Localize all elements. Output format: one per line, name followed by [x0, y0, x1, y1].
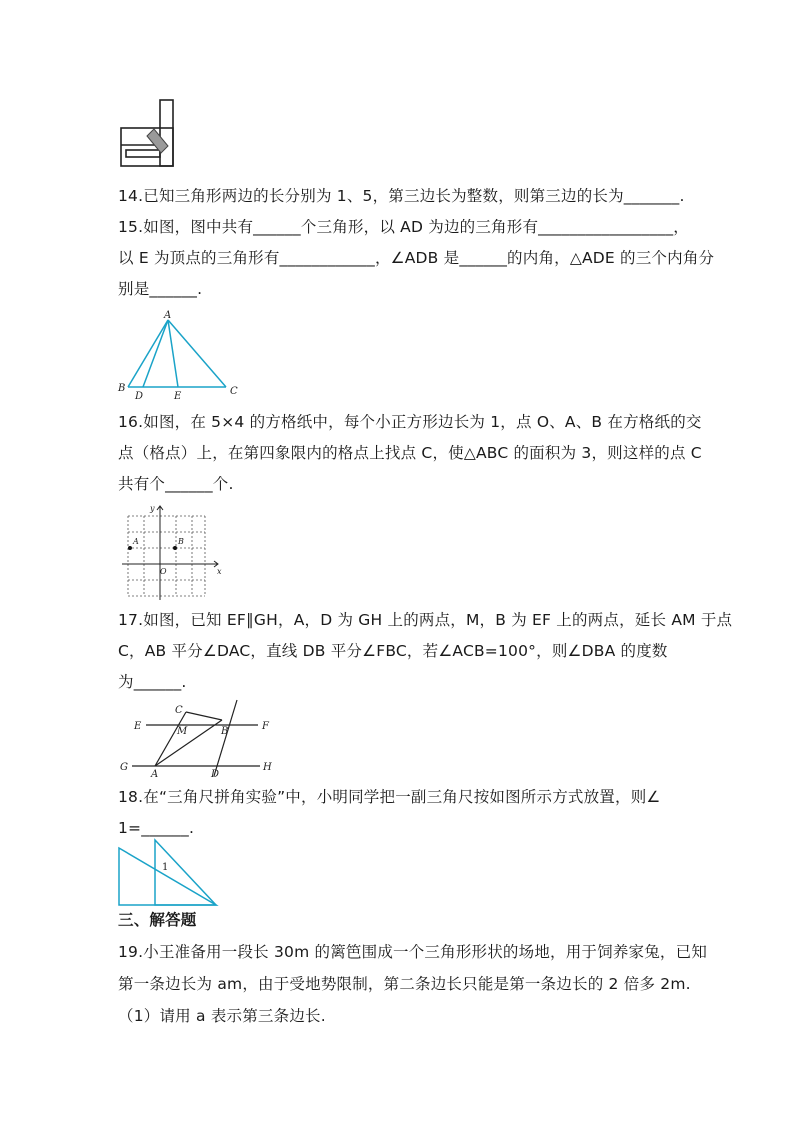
q15-label-B: B [118, 383, 126, 394]
q15-line1: 15.如图，图中共有______个三角形，以 AD 为边的三角形有_________________， [118, 218, 689, 236]
q16-label-x: x [217, 567, 222, 576]
q16-label-A: A [133, 537, 139, 546]
q18-label-angle1: 1 [162, 862, 169, 873]
q17-label-M: M [177, 726, 188, 737]
q15-line2: 以 E 为顶点的三角形有____________，∠ADB 是______的内角，△ADE 的三个内角分 [118, 249, 715, 267]
q18-line2: 1=______. [118, 819, 195, 837]
q17-label-G: G [120, 762, 128, 773]
q14-text: 14.已知三角形两边的长分别为 1、5，第三边长为整数，则第三边的长为_______. [118, 187, 685, 205]
q17-label-D: D [211, 769, 220, 780]
q17-label-A: A [151, 769, 159, 780]
q17-label-H: H [263, 762, 272, 773]
q18-line1: 18.在“三角尺拼角实验”中，小明同学把一副三角尺按如图所示方式放置，则∠ [118, 788, 661, 806]
q17-label-B: B [221, 726, 229, 737]
q17-label-C: C [175, 705, 183, 716]
q17-line2: C，AB 平分∠DAC，直线 DB 平分∠FBC，若∠ACB=100°，则∠DBA 的度数 [118, 642, 668, 660]
q16-line2: 点（格点）上，在第四象限内的格点上找点 C，使△ABC 的面积为 3，则这样的点 C [118, 444, 702, 462]
q15-label-C: C [230, 386, 238, 397]
q19-line3: （1）请用 a 表示第三条边长. [118, 1007, 326, 1025]
q16-label-O: O [160, 567, 167, 576]
q16-line1: 16.如图，在 5×4 的方格纸中，每个小正方形边长为 1，点 O、A、B 在方格纸的交 [118, 413, 702, 431]
q17-line3: 为______. [118, 673, 187, 691]
q19-line2: 第一条边长为 am，由于受地势限制，第二条边长只能是第一条边长的 2 倍多 2m. [118, 975, 691, 993]
q16-label-y: y [150, 504, 155, 513]
q15-label-E: E [174, 391, 182, 402]
section3-title: 三、解答题 [118, 911, 197, 929]
q19-line1: 19.小王准备用一段长 30m 的篱笆围成一个三角形形状的场地，用于饲养家兔，已知 [118, 943, 708, 961]
q15-line3: 别是______. [118, 280, 203, 298]
q16-label-B: B [178, 537, 184, 546]
q16-line3: 共有个______个. [118, 475, 234, 493]
q17-line1: 17.如图，已知 EF∥GH，A，D 为 GH 上的两点，M，B 为 EF 上的两点，延长 AM 于点 [118, 611, 733, 629]
q15-label-D: D [135, 391, 144, 402]
q15-label-A: A [164, 310, 172, 321]
q17-label-F: F [262, 721, 269, 732]
q17-label-E: E [134, 721, 142, 732]
